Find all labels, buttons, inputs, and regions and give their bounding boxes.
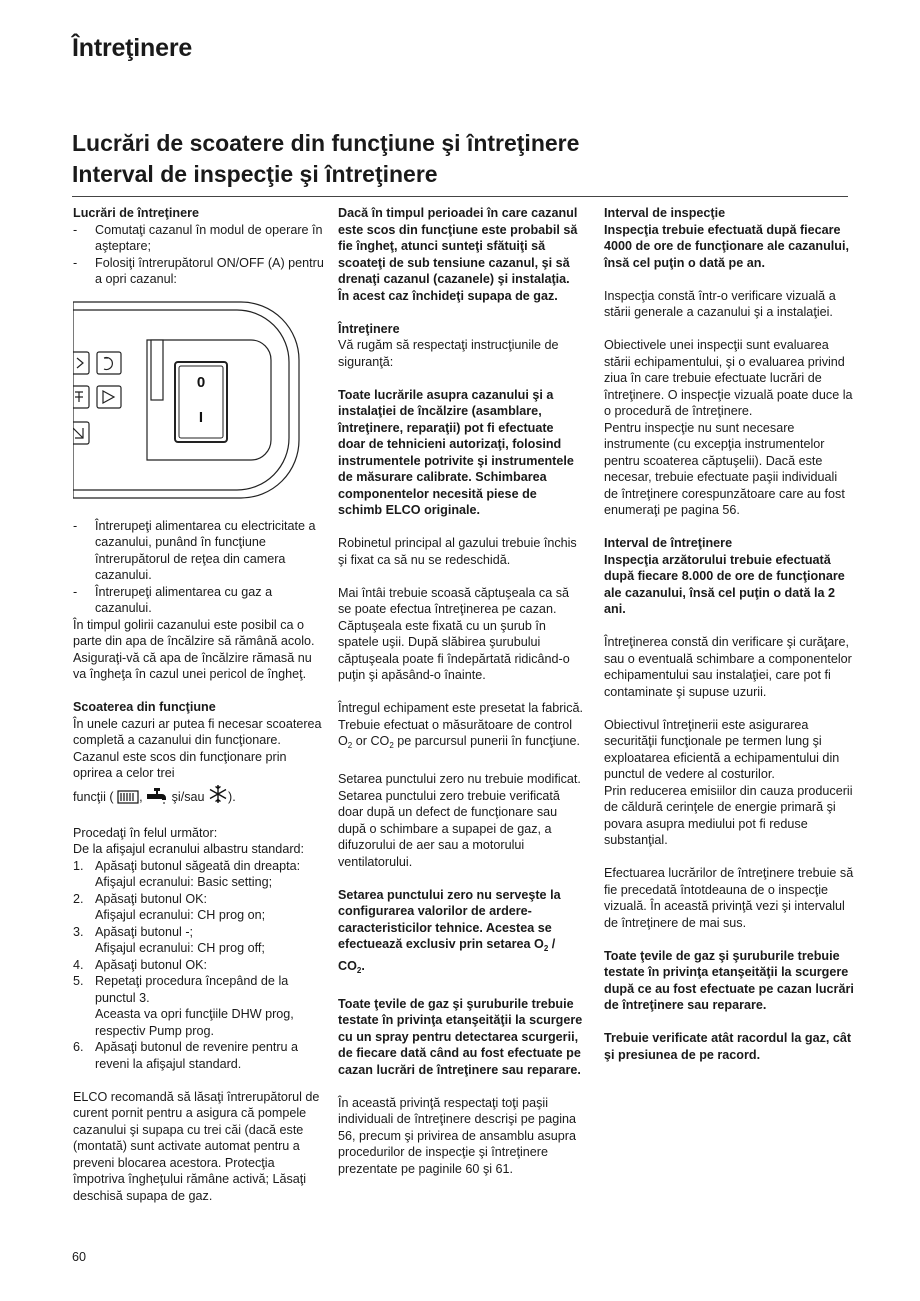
step-item: 5. Repetaţi procedura începând de la punctul 3. Aceasta va opri funcţiile DHW prog, respectiv Pump prog. — [73, 974, 294, 1038]
paragraph: Inspecţia constă într-o verificare vizuală a stării generale a cazanului şi a instalaţiei. — [604, 288, 836, 319]
paragraph-zero-point: Setarea punctului zero nu serveşte la configurarea valorilor de ardere-caracteristicilor tehnice. Acestea se efectuează exclusiv prin setarea $O_2 / CO_2$. — [338, 887, 561, 975]
step-item: 4. Apăsaţi butonul OK: — [73, 957, 208, 972]
paragraph: În timpul golirii cazanului este posibil ca o parte din apa de încălzire să rămână acolo. Asiguraţi-vă că apa de încălzire rămasă nu va îngheţa în cazul unei pericol de îngheţ. — [73, 617, 315, 681]
paragraph-leak-test: Toate ţevile de gaz şi şuruburile trebuie testate în privinţa etanşeităţii la scurgere după ce au fost efectuate pe cazan lucrări de întreţinere sau reparare. — [604, 948, 854, 1012]
section-title: Întreţinere — [72, 34, 193, 62]
heading-maintenance: Întreţinere — [338, 321, 400, 336]
step-item: 2. Apăsaţi butonul OK: Afişajul ecranului: CH prog on; — [73, 891, 266, 922]
paragraph-preset: Întregul echipament este presetat la fabrică. Trebuie efectuat o măsurătoare de control $O_2$ or $CO_2$ pe parcursul punerii în funcţiune. — [338, 701, 584, 750]
heading-decommissioning: Scoaterea din funcţiune — [73, 700, 216, 714]
paragraph: Prin reducerea emisiilor din cauza producerii de căldură cerinţele de energie primară şi povara asupra mediului pot fi reduse substanţial. — [604, 783, 853, 847]
paragraph: Obiectivele unei inspecţii sunt evaluarea stării echipamentului, şi o evaluarea privind ziua în care trebuie efectuate lucrări de întreţinere. O inspecţie vizuală poate duce la o procedură de întreţinere. — [604, 338, 853, 418]
step-item: 1. Apăsaţi butonul săgeată din dreapta: Afişajul ecranului: Basic setting; — [73, 858, 301, 889]
paragraph-connection-check: Trebuie verificate atât racordul la gaz, cât şi presiunea de pe racord. — [604, 1031, 852, 1062]
paragraph-leak-test: Toate ţevile de gaz şi şuruburile trebuie testate în privinţa etanşeităţii la scurgere cu un spray pentru detectarea scurgerii, de fiecare dată când au fost efectuate pe cazan lucrări de întreţinere sau reparare. — [338, 996, 583, 1077]
paragraph: Obiectivul întreţinerii este asigurarea securităţii funcţionale pe termen lung şi exploatarea eficientă a echipamentului din punctul de vedere al costurilor. — [604, 717, 840, 781]
paragraph: Robinetul principal al gazului trebuie închis şi fixat ca să nu se redeschidă. — [338, 536, 577, 567]
page-title-line-1: Lucrări de scoatere din funcţiune şi întreţinere — [72, 130, 580, 156]
steps-list — [73, 858, 325, 1073]
list-item: - Întrerupeţi alimentarea cu gaz a cazanului. — [73, 584, 273, 615]
paragraph-frost-warning: Dacă în timpul perioadei în care cazanul este scos din funcţiune este probabil să fie îngheţ, atunci sunteţi sfătuiţi să scoateţi de sub tensiune cazanul, şi să drenaţi cazanul (cazanele) şi instalaţia. În acest caz închideţi supapa de gaz. — [338, 206, 578, 303]
paragraph: Vă rugăm să respectaţi instrucţiunile de siguranţă: — [338, 338, 559, 369]
paragraph: În această privinţă respectaţi toţi paşii individuali de întreţinere descrişi pe pagina 56, precum şi privirea de ansamblu asupra procedurilor de inspecţie şi întreţinere prezentate pe paginile 60 şi 61. — [338, 1095, 577, 1176]
list-item: - Comutaţi cazanul în modul de operare în aşteptare; — [73, 222, 323, 253]
column-right — [604, 205, 854, 1063]
heading-inspection-interval: Interval de inspecţie — [604, 206, 726, 220]
paragraph: De la afişajul ecranului albastru standard: — [73, 842, 305, 856]
paragraph-safety: Toate lucrările asupra cazanului şi a instalaţiei de încălzire (asamblare, întreţinere, reparaţii) pot fi efectuate doar de tehnicieni autorizaţi, folosind instrumentele potrivite şi instrumentele de măsurare calibrate. Schimbarea componentelor necesită piese de schimb ELCO originale. — [338, 387, 574, 517]
switch-off-label: 0 — [196, 373, 206, 391]
page-title-line-2: Interval de inspecţie şi întreţinere — [72, 161, 438, 187]
column-middle — [338, 205, 584, 1177]
paragraph-inspection-rule: Inspecţia trebuie efectuată după fiecare 4000 de ore de funcţionare ale cazanului, însă cel puţin o dată pe an. — [604, 222, 849, 270]
list-item: - Întrerupeţi alimentarea cu electricitate a cazanului, punând în funcţiune întrerupătorul de reţea din camera cazanului. — [73, 518, 316, 582]
heating-radiator-icon — [117, 790, 139, 809]
paragraph: Întreţinerea constă din verificare şi curăţare, sau o eventuală schimbare a componentelor echipamentului sau instalaţiei, care pot fi contaminate şi supuse uzurii. — [604, 635, 852, 699]
page-number: 60 — [72, 1250, 87, 1264]
paragraph: În unele cazuri ar putea fi necesar scoaterea completă a cazanului din funcţionare. Cazanul este scos din funcţionare prin oprirea a celor trei — [73, 716, 322, 780]
frost-protection-icon — [208, 784, 228, 809]
switch-on-label: I — [198, 408, 204, 426]
control-panel-illustration — [73, 300, 321, 500]
step-item: 3. Apăsaţi butonul -; Afişajul ecranului: CH prog off; — [73, 924, 265, 955]
heading-maintenance-interval: Interval de întreţinere — [604, 536, 733, 550]
paragraph: Procedaţi în felul următor: — [73, 825, 218, 840]
paragraph-maintenance-rule: Inspecţia arzătorului trebuie efectuată după fiecare 8.000 de ore de funcţionare ale cazanului, însă cel puţin o dată la 2 ani. — [604, 552, 845, 616]
paragraph-functions: funcţii ( , şi/sau ). — [73, 784, 325, 809]
list-item: - Folosiţi întrerupătorul ON/OFF (A) pentru a opri cazanul: — [73, 255, 324, 286]
paragraph: Efectuarea lucrărilor de întreţinere trebuie să fie precedată întotdeauna de o inspecţie vizuală. În această privinţă vezi şi intervalul de întreţinere de mai sus. — [604, 866, 854, 930]
paragraph: Mai întâi trebuie scoasă căptuşeala ca să se poate efectua întreţinerea pe cazan. Căptuşeala este fixată cu un şurub în spatele uşii. După slăbirea şurubului căptuşeala poate fi îndepărtată ridicând-o puţin şi apăsând-o înainte. — [338, 585, 570, 682]
paragraph: Setarea punctului zero nu trebuie modificat. Setarea punctului zero trebuie verificată doar după un defect de funcţionare sau după o schimbare a supapei de gaz, a difuzorului de aer sau a motorului ventilatorului. — [338, 772, 581, 869]
step-item: 6. Apăsaţi butonul de revenire pentru a reveni la afişajul standard. — [73, 1040, 299, 1071]
keypad-buttons — [73, 352, 121, 444]
heading-maintenance-work: Lucrări de întreţinere — [73, 206, 199, 220]
title-divider — [72, 196, 848, 197]
page-title — [72, 128, 579, 190]
hot-water-tap-icon — [146, 788, 168, 809]
column-left — [73, 205, 325, 1204]
paragraph: Pentru inspecţie nu sunt necesare instrumente (cu excepţia instrumentelor pentru scoaterea căptuşelii). Dacă este necesar, trebuie efectuate paşii individuali de întreţinere corespunzătoare care au fost enumeraţi pe pagina 56. — [604, 420, 845, 517]
paragraph: ELCO recomandă să lăsaţi întrerupătorul de curent pornit pentru a asigura că pompele cazanului şi supapa cu trei căi (dacă este (montată) sunt activate automat pentru a preveni blocarea acestora. Protecţia împotriva îngheţului rămâne activă; Lăsaţi deschisă supapa de gaz. — [73, 1089, 320, 1203]
